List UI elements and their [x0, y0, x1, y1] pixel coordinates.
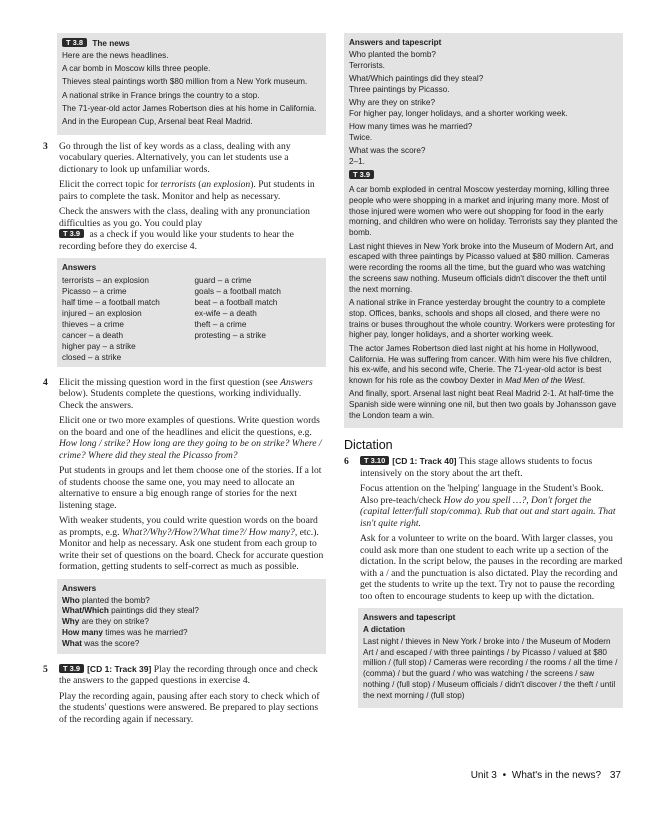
track-tag[interactable]: T 3.9	[59, 229, 84, 238]
step-5	[43, 663, 326, 726]
answer-item: beat – a football match	[194, 297, 278, 307]
answer-item: injured – an explosion	[62, 308, 142, 318]
tapescript-para: And finally, sport. Arsenal last night beat Real Madrid 2-1. At half-time the Spanish side were winning one nil, but then two goals by Johansson gave the London team a win.	[349, 389, 617, 420]
step-4-para-1: Elicit the missing question word in the first question (see Answers below). Students complete the questions, working individually. Check the answers.	[59, 376, 313, 411]
dictation-box	[358, 608, 623, 708]
answer-line: Who planted the bomb?	[62, 595, 150, 605]
unit-title: What's in the news?	[511, 770, 602, 781]
step-4-para-4: With weaker students, you could write question words on the board as prompts, e.g. What?/Why?/How?/What time?/ How many?, etc.). Monitor and help as necessary. Ask one student from each group to write their set of questions on the board. Check for accurate question formation, getting students to self-correct as much as possible.	[59, 515, 324, 573]
step-6-para-3: Ask for a volunteer to write on the board. With larger classes, you could ask more than one student to each write up a section of the dictation. In the script below, the pauses in the recording are marked with a / and the punctuation is also dictated. Play the recording and get the students to write up the text. Try not to pause the recording too often to encourage students to keep up with the dictation.	[360, 533, 623, 602]
news-line: And in the European Cup, Arsenal beat Real Madrid.	[62, 117, 253, 127]
tapescript-para: Last night thieves in New York broke into the Museum of Modern Art, and escaped with three paintings by Picasso valued at $80 million. Cameras were recording the rooms all the time, but the guard who was watching the screens saw nothing. Museum officials didn't discover the theft until the next morning.	[349, 241, 614, 294]
step-5-para-1: T 3.9 [CD 1: Track 39] Play the recording through once and check the answers to the gapped questions in exercise 4.	[59, 663, 318, 687]
answers-grid	[62, 275, 321, 363]
track-tag[interactable]: T 3.10	[360, 456, 389, 465]
answers-title: Answers	[62, 263, 97, 273]
news-box	[57, 33, 326, 135]
tapescript-para: The actor James Robertson died last night at his home in Hollywood, California. He was suffering from cancer. With him were his five children, his ex-wife, and his second wife, Cherie. The 71-year-old actor is best known for his role as the cowboy Dexter in Mad Men of the West.	[349, 343, 612, 386]
answer-line: How many times was he married?	[62, 628, 188, 638]
answer-line: What/Which paintings did they steal?	[62, 606, 199, 616]
news-line: A car bomb in Moscow kills three people.	[62, 64, 211, 74]
dictation-heading: Dictation	[344, 438, 393, 453]
tapescript-title: Answers and tapescript	[349, 38, 442, 47]
answers-box	[57, 258, 326, 367]
answer-item: protesting – a strike	[194, 330, 266, 340]
step-3-para-3: Check the answers with the class, dealing with any pronunciation difficulties as you go. You could play T 3.9 as a check if you would like your students to hear the recording before they do exercise 4.	[59, 206, 310, 252]
step-6-para-1: T 3.10 [CD 1: Track 40] This stage allows students to focus intensively on the story about the art theft.	[360, 456, 593, 479]
step-3-para-1: Go through the list of key words as a class, dealing with any vocabulary queries. Alternatively, you can let students use a dictionary to look up unfamiliar words.	[59, 140, 291, 175]
qa-pair: How many times was he married? Twice.	[349, 122, 473, 142]
answer-item: theft – a crime	[194, 319, 247, 329]
answer-item: guard – a crime	[194, 275, 252, 285]
step-number: 6	[344, 456, 349, 468]
qa-pair: Who planted the bomb? Terrorists.	[349, 49, 436, 70]
answer-item: ex-wife – a death	[194, 308, 257, 318]
tapescript-para: A car bomb exploded in central Moscow yesterday morning, killing three people who were shopping in a market and injuring many more. Most of those injured were women who were out shopping for food in the early morning, and children who were on holiday. Terrorists say they planted the bomb.	[349, 185, 618, 238]
news-line: Here are the news headlines.	[62, 50, 169, 60]
step-number: 4	[43, 376, 48, 388]
answers-title: Answers	[62, 583, 97, 593]
answer-item: thieves – a crime	[62, 319, 124, 329]
step-4	[43, 376, 326, 573]
page-footer	[471, 770, 621, 781]
step-number: 3	[43, 140, 48, 152]
dictation-text: Last night / thieves in New York / broke into / the Museum of Modern Art / and escaped / with three paintings / by Picasso / valued at $80 million / (full stop) / Cameras were recording / the rooms / all the time / (comma) / but the guard / who was watching / the screens / saw nothing / (full stop) / Museum officials / didn't discover / the theft / until the next morning / (full stop)	[363, 636, 618, 700]
answer-item: half time – a football match	[62, 297, 160, 307]
news-box-title: The news	[92, 39, 130, 48]
answer-item: Picasso – a crime	[62, 286, 127, 296]
answer-item: cancer – a death	[62, 330, 123, 340]
step-5-para-2: Play the recording again, pausing after each story to check which of the students' questions were answered. Be prepared to play sections of the recording again if necessary.	[59, 690, 320, 725]
qa-pair: Why are they on strike? For higher pay, longer holidays, and a shorter working week.	[349, 97, 568, 118]
track-tag[interactable]: T 3.9	[59, 664, 84, 673]
answer-line: Why are they on strike?	[62, 617, 149, 627]
right-column	[344, 33, 623, 708]
news-line: The 71-year-old actor James Robertson dies at his home in California.	[62, 103, 317, 113]
track-tag[interactable]: T 3.8	[62, 38, 87, 47]
qa-pair: What/Which paintings did they steal? Three paintings by Picasso.	[349, 73, 484, 94]
unit-label: Unit 3	[470, 770, 497, 781]
track-tag[interactable]: T 3.9	[349, 170, 374, 179]
step-6-para-2: Focus attention on the 'helping' language in the Student's Book. Also pre-teach/check How do you spell …?, Don't forget the (capital letter/full stop/comma). Rub that out and start again. That isn't quite right.	[360, 483, 616, 529]
step-3	[43, 140, 326, 253]
step-3-para-2: Elicit the correct topic for terrorists (an explosion). Put students in pairs to complete the task. Monitor and help as necessary.	[59, 179, 315, 202]
step-number: 5	[43, 663, 48, 675]
step-4-para-2: Elicit one or two more examples of questions. Write question words on the board and one of the headlines and elicit the questions, e.g. How long / strike? How long are they going to be on strike? Where / crime? Where did they steal the Picasso from?	[59, 415, 322, 461]
tapescript-box	[344, 33, 623, 428]
answer-item: higher pay – a strike	[62, 341, 136, 351]
tapescript-para: A national strike in France yesterday brought the country to a complete stop. Offices, banks, schools and shops all closed, and there were no trains or buses throughout the whole country. Workers were protesting for higher pay, longer holidays, and a shorter working week.	[349, 298, 615, 340]
left-column	[43, 33, 326, 729]
answer-line: What was the score?	[62, 638, 140, 648]
dictation-box-subtitle: A dictation	[363, 625, 405, 635]
news-line: A national strike in France brings the country to a stop.	[62, 90, 260, 100]
step-4-para-3: Put students in groups and let them choose one of the stories. If a lot of students choose the same one, you may need to allocate an alternative to ensure a big enough range of stories for the next listening stage.	[59, 465, 322, 511]
bullet: •	[502, 770, 507, 781]
answer-item: goals – a football match	[194, 286, 281, 296]
step-6	[344, 456, 623, 602]
qa-pair: What was the score? 2–1.	[349, 146, 426, 166]
answer-item: closed – a strike	[62, 352, 122, 362]
page-number: 37	[609, 770, 621, 781]
answers-box-questions	[57, 579, 326, 654]
news-line: Thieves steal paintings worth $80 million from a New York museum.	[62, 77, 308, 87]
answer-item: terrorists – an explosion	[62, 275, 149, 285]
dictation-box-title: Answers and tapescript	[363, 613, 456, 623]
